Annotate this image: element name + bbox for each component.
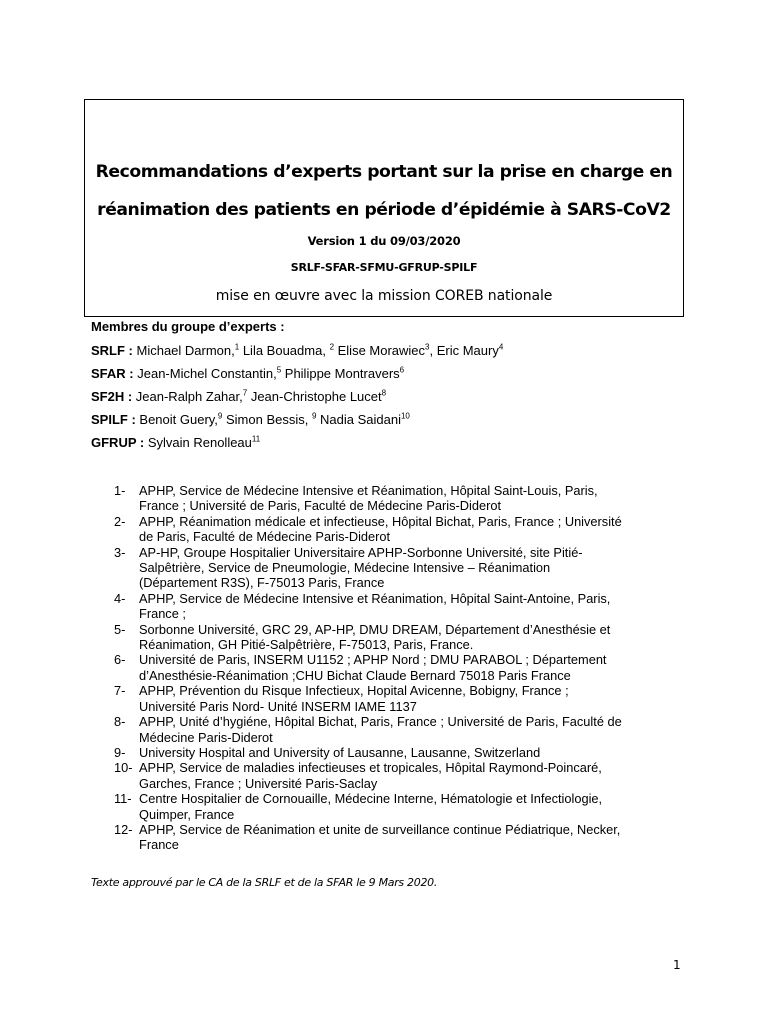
affiliation-line: APHP, Unité d’hygiéne, Hôpital Bichat, Paris, France ; Université de Paris, Faculté de <box>139 714 622 730</box>
list-item <box>114 591 689 622</box>
affiliation-line: Centre Hospitalier de Cornouaille, Médecine Interne, Hématologie et Infectiologie, <box>139 791 603 807</box>
affiliation-ref: 9 <box>217 411 223 421</box>
title-line-2: réanimation des patients en période d’épidémie à SARS-CoV2 <box>97 200 671 220</box>
title-line-1: Recommandations d’experts portant sur la prise en charge en <box>95 162 673 182</box>
experts-heading: Membres du groupe d’experts : <box>91 319 285 334</box>
affiliation-number: 12- <box>114 821 133 837</box>
title-box <box>84 99 684 317</box>
affiliation-line: France ; <box>139 606 186 622</box>
affiliation-line: France ; Université de Paris, Faculté de Médecine Paris-Diderot <box>139 498 502 514</box>
affiliation-number: 11- <box>114 791 132 807</box>
affiliation-line: APHP, Service de Médecine Intensive et Réanimation, Hôpital Saint-Antoine, Paris, <box>139 590 611 606</box>
affiliation-line: Université de Paris, INSERM U1152 ; APHP Nord ; DMU PARABOL ; Département <box>139 652 607 668</box>
affiliation-number: 8- <box>114 714 126 730</box>
affiliations-list <box>114 483 689 853</box>
expert-name: Benoit Guery, <box>135 412 218 427</box>
affiliation-ref: 10 <box>400 411 410 421</box>
affiliation-number: 3- <box>114 544 126 560</box>
affiliation-ref: 6 <box>399 365 405 375</box>
list-item <box>114 545 689 591</box>
affiliation-text <box>139 760 689 791</box>
affiliation-line: University Hospital and University of Lausanne, Lausanne, Switzerland <box>139 744 541 760</box>
affiliation-number: 6- <box>114 652 126 668</box>
affiliation-line: France <box>139 837 179 853</box>
page-number: 1 <box>673 958 681 972</box>
affiliation-line: APHP, Réanimation médicale et infectieuse, Hôpital Bichat, Paris, France ; Université <box>139 513 622 529</box>
expert-name: Jean-Christophe Lucet <box>247 389 382 404</box>
affiliation-line: APHP, Service de Réanimation et unite de surveillance continue Pédiatrique, Necker, <box>139 821 621 837</box>
list-item <box>114 683 689 714</box>
expert-name: Philippe Montravers <box>281 366 400 381</box>
experts-row-srlf <box>91 343 503 358</box>
affiliation-ref: 9 <box>311 411 317 421</box>
affiliation-line: APHP, Prévention du Risque Infectieux, Hopital Avicenne, Bobigny, France ; <box>139 683 569 699</box>
society-label: SRLF : <box>91 343 133 358</box>
affiliation-text <box>139 791 689 822</box>
affiliation-line: Université Paris Nord- Unité INSERM IAME 1137 <box>139 698 417 714</box>
expert-name: Jean-Ralph Zahar, <box>132 389 243 404</box>
affiliation-text <box>139 745 689 760</box>
society-label: GFRUP : <box>91 435 145 450</box>
affiliation-number: 2- <box>114 513 126 529</box>
expert-name: Jean-Michel Constantin, <box>133 366 277 381</box>
society-label: SPILF : <box>91 412 136 427</box>
society-label: SFAR : <box>91 366 134 381</box>
affiliation-text <box>139 514 689 545</box>
affiliation-line: Garches, France ; Université Paris-Saclay <box>139 775 378 791</box>
affiliation-line: Quimper, France <box>139 806 235 822</box>
affiliation-line: APHP, Service de maladies infectieuses et tropicales, Hôpital Raymond-Poincaré, <box>139 760 602 776</box>
affiliation-text <box>139 822 689 853</box>
affiliation-text <box>139 483 689 514</box>
affiliation-number: 4- <box>114 590 126 606</box>
affiliation-number: 5- <box>114 621 126 637</box>
affiliation-ref: 5 <box>276 365 282 375</box>
affiliation-ref: 4 <box>498 342 504 352</box>
affiliation-line: Sorbonne Université, GRC 29, AP-HP, DMU DREAM, Département d’Anesthésie et <box>139 621 611 637</box>
version-label: Version 1 du 09/03/2020 <box>307 234 461 248</box>
affiliation-ref: 1 <box>234 342 240 352</box>
expert-name: Lila Bouadma, <box>239 343 330 358</box>
affiliation-ref: 11 <box>251 434 261 444</box>
affiliation-line: (Département R3S), F-75013 Paris, France <box>139 575 385 591</box>
affiliation-ref: 2 <box>329 342 335 352</box>
experts-row-gfrup <box>91 435 260 450</box>
expert-name: Sylvain Renolleau <box>144 435 252 450</box>
affiliation-ref: 8 <box>381 388 387 398</box>
list-item <box>114 791 689 822</box>
approval-note: Texte approuvé par le CA de la SRLF et de la SFAR le 9 Mars 2020. <box>91 876 438 889</box>
affiliation-line: Salpêtrière, Service de Pneumologie, Médecine Intensive – Réanimation <box>139 560 551 576</box>
experts-row-sf2h <box>91 389 386 404</box>
societies-label: SRLF-SFAR-SFMU-GFRUP-SPILF <box>290 261 478 274</box>
affiliation-line: APHP, Service de Médecine Intensive et Réanimation, Hôpital Saint-Louis, Paris, <box>139 483 598 498</box>
affiliation-number: 10- <box>114 760 133 776</box>
expert-name: Nadia Saidani <box>316 412 401 427</box>
expert-name: , Eric Maury <box>429 343 499 358</box>
affiliation-line: d’Anesthésie-Réanimation ;CHU Bichat Claude Bernard 75018 Paris France <box>139 667 571 683</box>
list-item <box>114 622 689 653</box>
affiliation-ref: 3 <box>425 342 430 352</box>
mission-label: mise en œuvre avec la mission COREB nationale <box>215 288 553 304</box>
affiliation-line: Médecine Paris-Diderot <box>139 729 273 745</box>
list-item <box>114 822 689 853</box>
experts-row-sfar <box>91 366 404 381</box>
affiliation-text <box>139 591 689 622</box>
affiliation-text <box>139 622 689 653</box>
affiliation-text <box>139 545 689 591</box>
affiliation-ref: 7 <box>242 388 248 398</box>
affiliation-line: de Paris, Faculté de Médecine Paris-Diderot <box>139 529 391 545</box>
society-label: SF2H : <box>91 389 133 404</box>
list-item <box>114 714 689 745</box>
affiliation-number: 7- <box>114 683 126 699</box>
affiliation-number: 1- <box>114 483 126 498</box>
affiliation-text <box>139 714 689 745</box>
expert-name: Elise Morawiec <box>334 343 426 358</box>
affiliation-line: AP-HP, Groupe Hospitalier Universitaire APHP-Sorbonne Université, site Pitié- <box>139 544 583 560</box>
experts-row-spilf <box>91 412 410 427</box>
expert-name: Michael Darmon, <box>132 343 235 358</box>
affiliation-line: Réanimation, GH Pitié-Salpêtrière, F-75013, Paris, France. <box>139 637 474 653</box>
list-item <box>114 514 689 545</box>
affiliation-text <box>139 683 689 714</box>
expert-name: Simon Bessis, <box>222 412 312 427</box>
list-item <box>114 760 689 791</box>
list-item <box>114 652 689 683</box>
affiliation-text <box>139 652 689 683</box>
list-item <box>114 483 689 514</box>
list-item <box>114 745 689 760</box>
affiliation-number: 9- <box>114 744 126 760</box>
